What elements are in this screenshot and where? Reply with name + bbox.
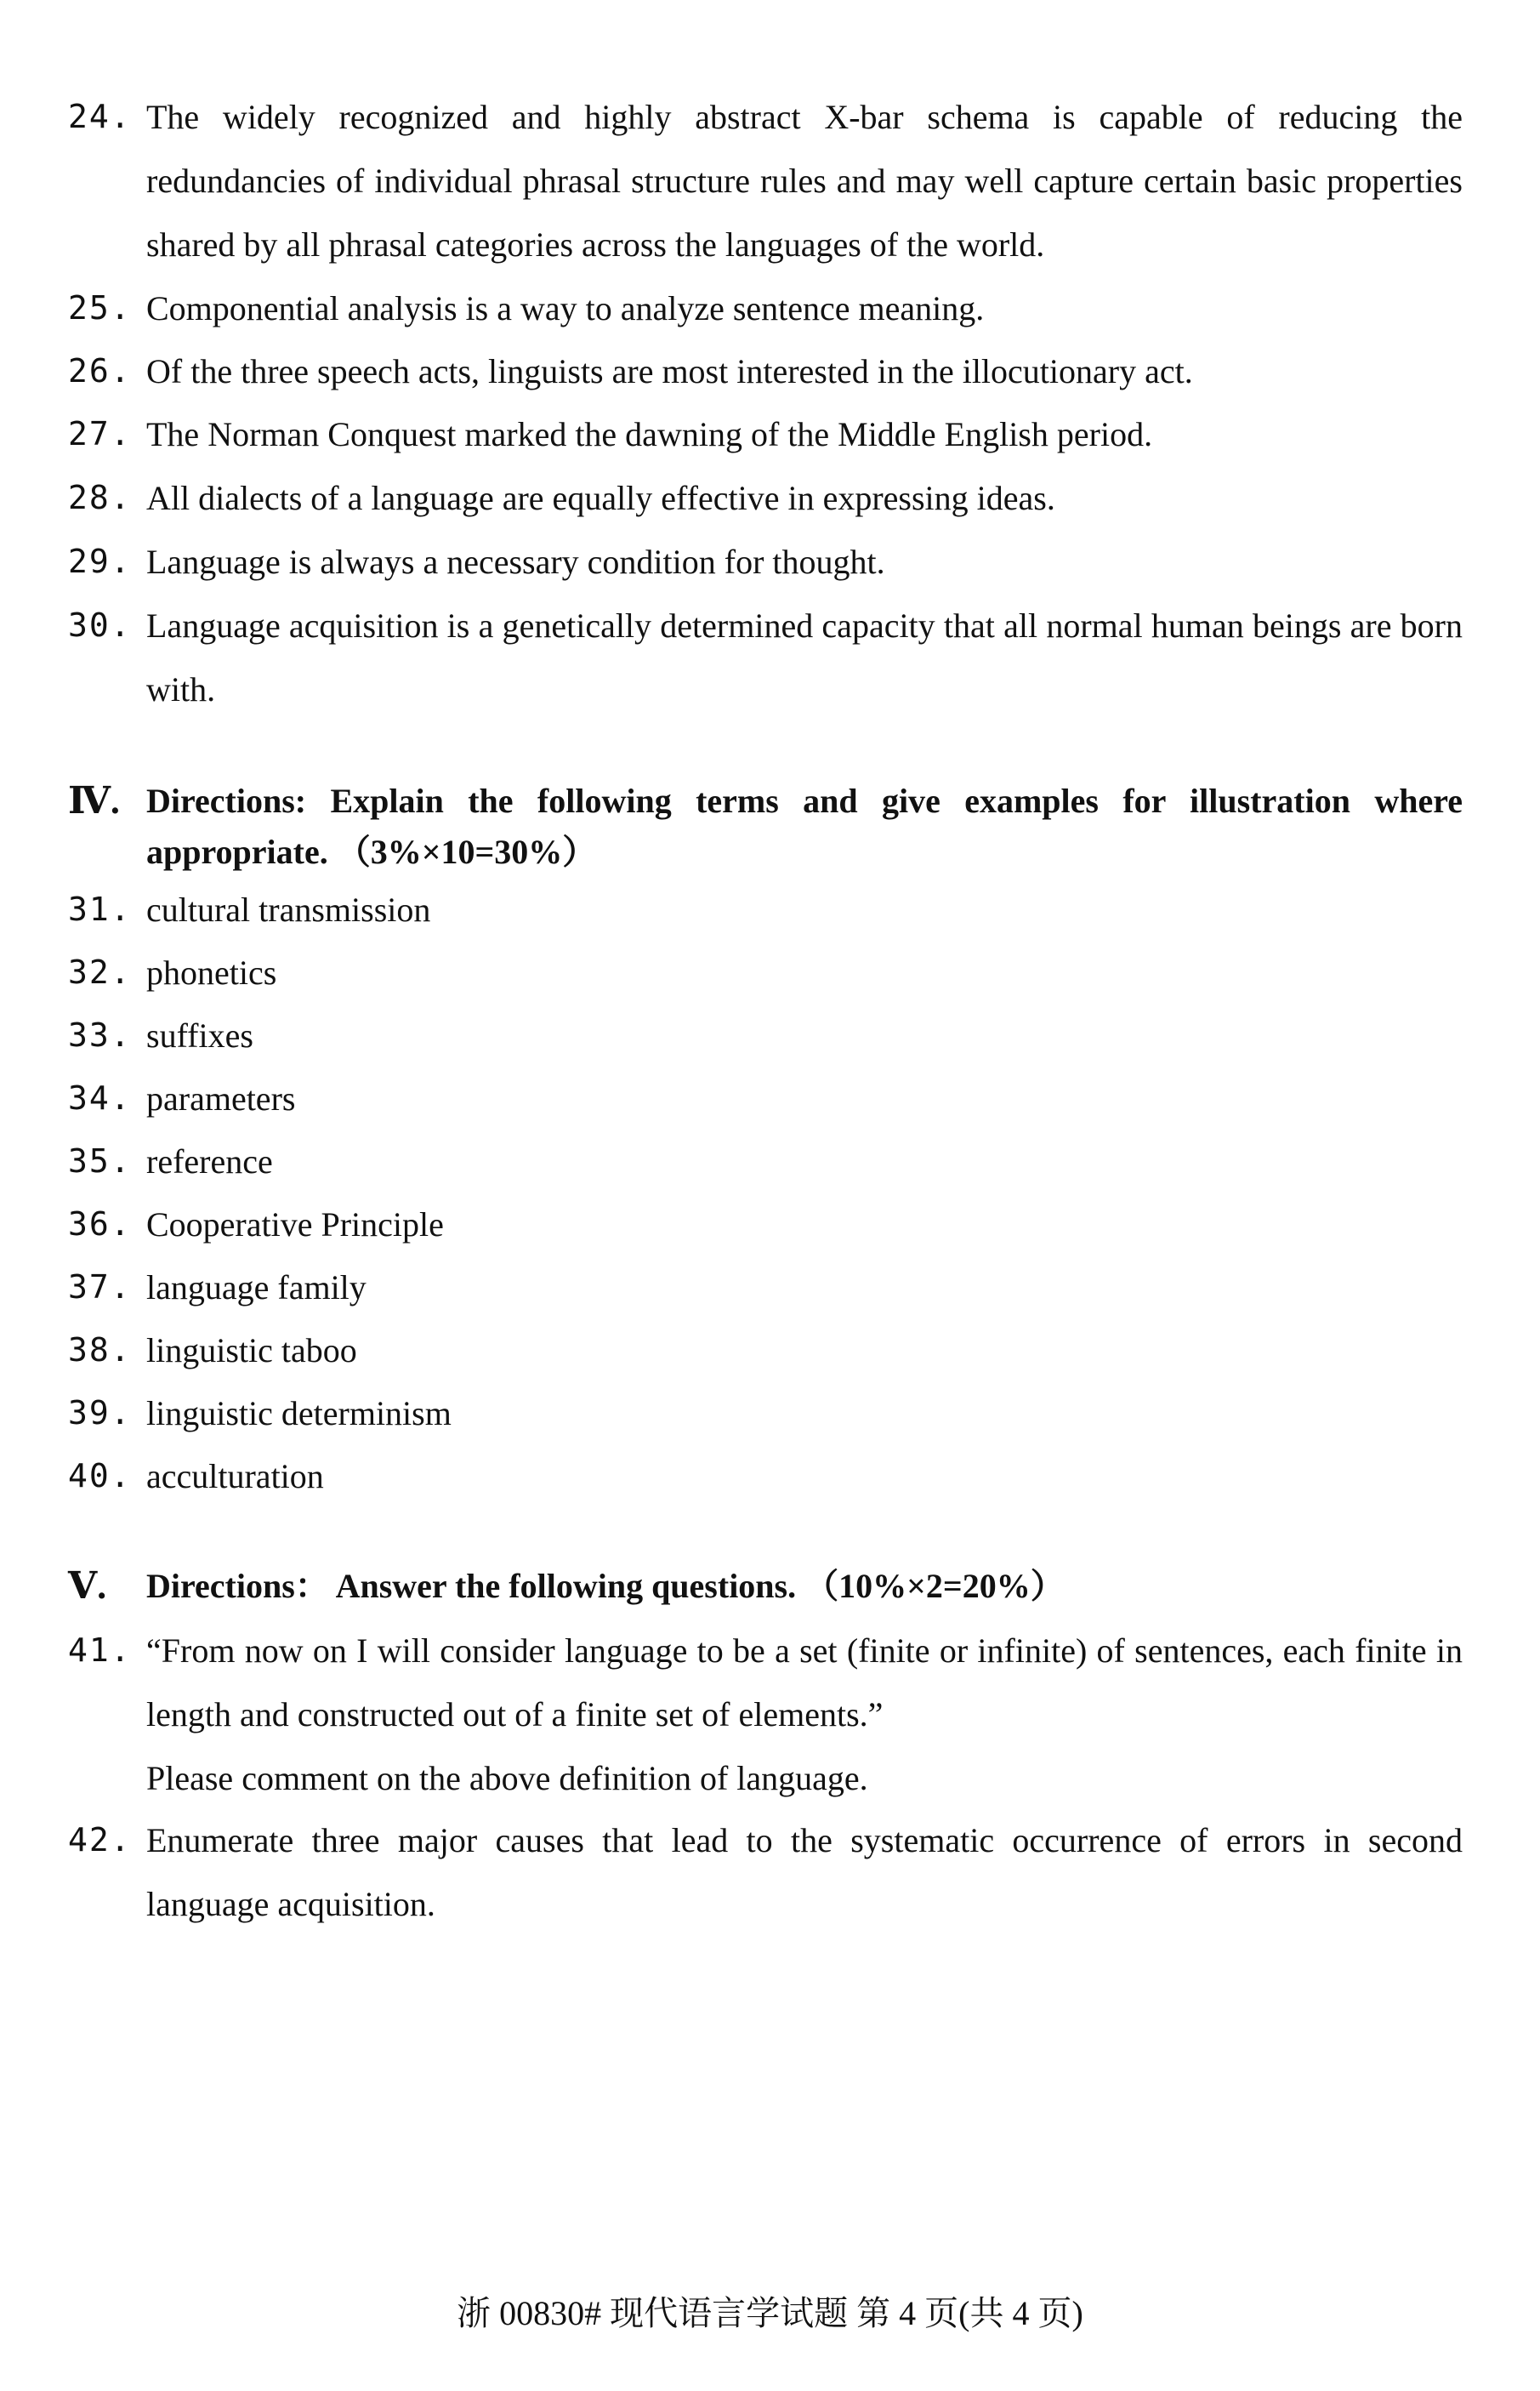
term-text: linguistic taboo: [146, 1331, 357, 1369]
question-number: 40.: [68, 1457, 132, 1494]
term-text: Cooperative Principle: [146, 1205, 444, 1244]
section-iv-heading: [68, 776, 1463, 878]
question-number: 24.: [68, 98, 132, 135]
question-number: 36.: [68, 1205, 132, 1243]
question-text: Enumerate three major causes that lead to the systematic occurrence of errors in second language acquisition.: [146, 1821, 1463, 1923]
question-28: [68, 466, 1463, 530]
question-number: 28.: [68, 479, 132, 516]
question-24: [68, 85, 1463, 276]
question-number: 26.: [68, 352, 132, 390]
question-number: 27.: [68, 415, 132, 453]
term-text: acculturation: [146, 1457, 324, 1495]
question-40: [68, 1444, 1463, 1508]
page-footer: 浙 00830# 现代语言学试题 第 4 页(共 4 页): [457, 2294, 1083, 2332]
question-number: 42.: [68, 1821, 132, 1859]
question-text: “From now on I will consider language to be a set (finite or infinite) of sentences, each finite in length and constructed out of a finite set of elements.”: [146, 1631, 1463, 1733]
question-text: All dialects of a language are equally effective in expressing ideas.: [146, 479, 1055, 517]
question-text: The widely recognized and highly abstract X-bar schema is capable of reducing the redundancies of individual phrasal structure rules and may well capture certain basic properties shared by all phrasal categories across the languages of the world.: [146, 98, 1463, 264]
term-text: linguistic determinism: [146, 1394, 452, 1432]
section-number: Ⅳ.: [68, 780, 120, 822]
term-text: phonetics: [146, 954, 277, 992]
question-37: [68, 1255, 1463, 1319]
question-number: 37.: [68, 1268, 132, 1306]
question-text: Componential analysis is a way to analyze sentence meaning.: [146, 289, 985, 327]
question-number: 38.: [68, 1331, 132, 1369]
question-subtext: Please comment on the above definition of language.: [146, 1759, 868, 1797]
question-number: 39.: [68, 1394, 132, 1432]
question-36: [68, 1193, 1463, 1256]
question-number: 33.: [68, 1016, 132, 1054]
question-26: [68, 339, 1463, 403]
question-number: 30.: [68, 606, 132, 644]
question-38: [68, 1318, 1463, 1382]
section-v-heading: [68, 1561, 1463, 1612]
question-29: [68, 530, 1463, 594]
question-35: [68, 1130, 1463, 1193]
question-number: 41.: [68, 1631, 132, 1669]
question-32: [68, 941, 1463, 1005]
question-number: 29.: [68, 543, 132, 580]
section-directions: Directions： Answer the following questions. （10%×2=20%）: [146, 1567, 1065, 1605]
question-number: 31.: [68, 891, 132, 928]
term-text: language family: [146, 1268, 367, 1307]
term-text: cultural transmission: [146, 891, 431, 929]
question-number: 25.: [68, 289, 132, 327]
question-39: [68, 1381, 1463, 1445]
question-text: The Norman Conquest marked the dawning of the Middle English period.: [146, 415, 1153, 453]
question-text: Of the three speech acts, linguists are most interested in the illocutionary act.: [146, 352, 1193, 390]
question-27: [68, 402, 1463, 466]
question-text: Language is always a necessary condition for thought.: [146, 543, 885, 581]
term-text: suffixes: [146, 1016, 253, 1055]
question-25: [68, 276, 1463, 340]
question-number: 34.: [68, 1079, 132, 1117]
question-31: [68, 878, 1463, 942]
term-text: parameters: [146, 1079, 296, 1118]
section-directions: Directions: Explain the following terms and give examples for illustration where appropriate. （3%×10=30%）: [146, 782, 1463, 871]
question-42: [68, 1808, 1463, 1936]
question-number: 35.: [68, 1142, 132, 1180]
question-30: [68, 594, 1463, 721]
question-41: [68, 1619, 1463, 1810]
term-text: reference: [146, 1142, 273, 1181]
question-34: [68, 1067, 1463, 1130]
section-number: Ⅴ.: [68, 1565, 107, 1607]
question-number: 32.: [68, 954, 132, 991]
question-text: Language acquisition is a genetically determined capacity that all normal human beings are born with.: [146, 606, 1463, 709]
question-33: [68, 1004, 1463, 1067]
